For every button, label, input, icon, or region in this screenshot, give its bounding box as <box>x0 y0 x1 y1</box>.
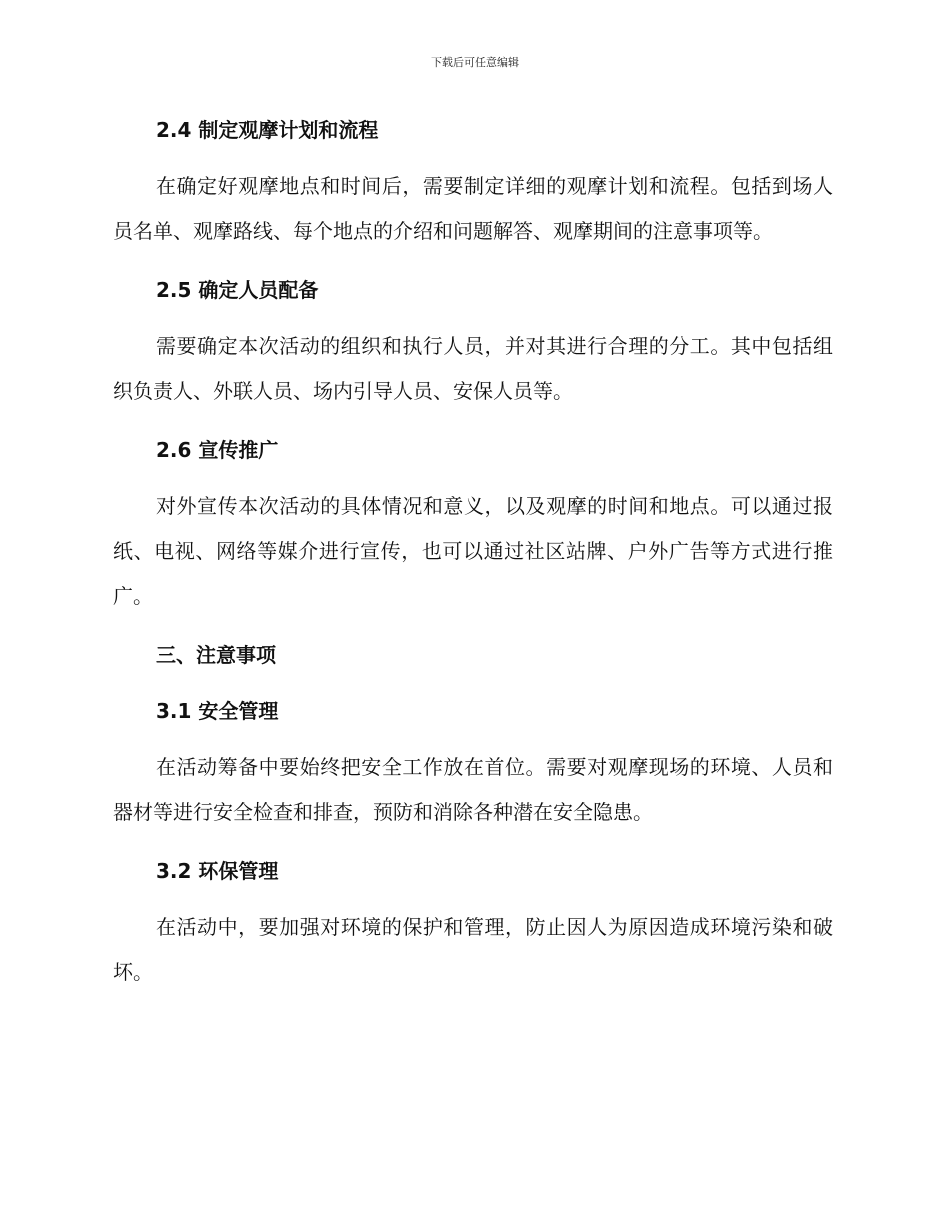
chapter-heading-3: 三、注意事项 <box>156 643 276 667</box>
document-body <box>113 108 833 995</box>
header-note: 下载后可任意编辑 <box>431 56 519 69</box>
section-paragraph-2-6: 对外宣传本次活动的具体情况和意义，以及观摩的时间和地点。可以通过报纸、电视、网络等媒介进行宣传，也可以通过社区站牌、户外广告等方式进行推广。 <box>113 494 833 608</box>
section-heading-3-1: 3.1 安全管理 <box>156 699 279 723</box>
section-paragraph-2-4: 在确定好观摩地点和时间后，需要制定详细的观摩计划和流程。包括到场人员名单、观摩路线、每个地点的介绍和问题解答、观摩期间的注意事项等。 <box>113 174 833 243</box>
section-heading-2-6: 2.6 宣传推广 <box>156 438 279 462</box>
section-heading-2-4: 2.4 制定观摩计划和流程 <box>156 118 379 142</box>
section-heading-2-5: 2.5 确定人员配备 <box>156 278 319 302</box>
section-heading-3-2: 3.2 环保管理 <box>156 859 279 883</box>
section-paragraph-3-1: 在活动筹备中要始终把安全工作放在首位。需要对观摩现场的环境、人员和器材等进行安全检查和排查，预防和消除各种潜在安全隐患。 <box>113 755 833 824</box>
section-paragraph-2-5: 需要确定本次活动的组织和执行人员，并对其进行合理的分工。其中包括组织负责人、外联人员、场内引导人员、安保人员等。 <box>113 334 833 403</box>
section-paragraph-3-2: 在活动中，要加强对环境的保护和管理，防止因人为原因造成环境污染和破坏。 <box>113 915 833 984</box>
